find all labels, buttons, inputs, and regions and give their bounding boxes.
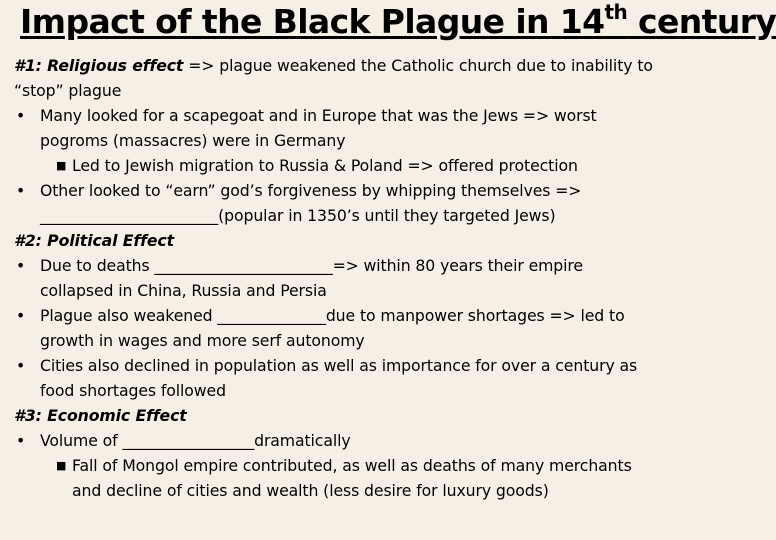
sub-bullet-item: ■ Fall of Mongol empire contributed, as well as deaths of many merchants — [14, 453, 710, 478]
bullet-continuation: pogroms (massacres) were in Germany — [40, 131, 346, 150]
square-bullet-icon: ■ — [56, 459, 67, 472]
political-effect-heading: #2: Political Effect — [14, 231, 174, 250]
bullet-item: • Plague also weakened ______________due to manpower shortages => led to — [14, 303, 710, 328]
bullet-continuation: _______________________(popular in 1350’s until they targeted Jews) — [40, 206, 556, 225]
bullet-item: • Cities also declined in population as well as importance for over a century as — [14, 353, 710, 378]
bullet-item: • Due to deaths _______________________=> within 80 years their empire — [14, 253, 710, 278]
bullet-icon: • — [16, 356, 26, 375]
bullet-icon: • — [16, 256, 26, 275]
bullet-icon: • — [16, 306, 26, 325]
bullet-item: • Other looked to “earn” god’s forgiveness by whipping themselves => — [14, 178, 710, 203]
sub-bullet-continuation: and decline of cities and wealth (less desire for luxury goods) — [72, 481, 549, 500]
bullet-continuation: growth in wages and more serf autonomy — [40, 331, 365, 350]
slide-title: Impact of the Black Plague in 14th century — [20, 0, 776, 41]
square-bullet-icon: ■ — [56, 159, 67, 172]
bullet-icon: • — [16, 431, 26, 450]
bullet-item: • Many looked for a scapegoat and in Europe that was the Jews => worst — [14, 103, 710, 128]
economic-effect-heading: #3: Economic Effect — [14, 406, 187, 425]
slide-body — [14, 53, 710, 503]
bullet-item: • Volume of _________________dramatically — [14, 428, 710, 453]
bullet-icon: • — [16, 106, 26, 125]
bullet-continuation: food shortages followed — [40, 381, 226, 400]
bullet-icon: • — [16, 181, 26, 200]
religious-effect-heading: #1: Religious effect => plague weakened the Catholic church due to inability to — [14, 56, 653, 75]
body-line: “stop” plague — [14, 81, 122, 100]
bullet-continuation: collapsed in China, Russia and Persia — [40, 281, 327, 300]
sub-bullet-item: ■ Led to Jewish migration to Russia & Poland => offered protection — [14, 153, 710, 178]
